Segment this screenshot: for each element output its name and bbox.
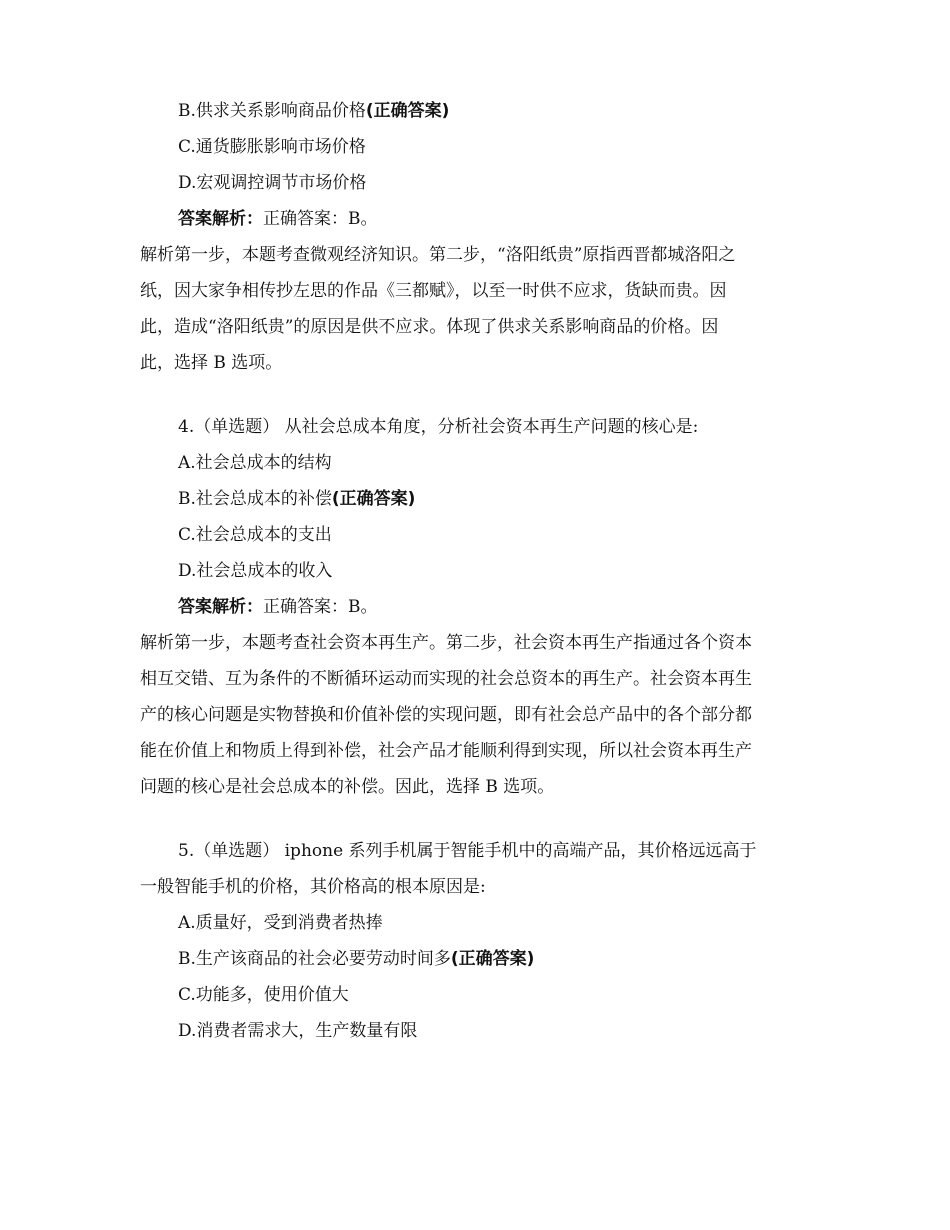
q5-header-line-1: 5.（单选题） iphone 系列手机属于智能手机中的高端产品，其价格远远高于 bbox=[178, 841, 757, 861]
correct-answer-mark: (正确答案) bbox=[450, 949, 535, 969]
correct-answer-mark: (正确答案) bbox=[331, 489, 416, 509]
q5-option-b bbox=[140, 941, 812, 977]
q4-option-d bbox=[140, 553, 812, 589]
question-4 bbox=[140, 409, 812, 805]
analysis-answer: 正确答案：B。 bbox=[263, 597, 378, 617]
q4-option-b-text: B.社会总成本的补偿 bbox=[178, 489, 332, 509]
q5-header-line-2: 一般智能手机的价格，其价格高的根本原因是: bbox=[140, 877, 486, 897]
q4-header: 4.（单选题） 从社会总成本角度，分析社会资本再生产问题的核心是: bbox=[178, 417, 699, 437]
correct-answer-mark: (正确答案) bbox=[365, 101, 450, 121]
q3-option-b bbox=[140, 93, 812, 129]
explanation-line: 解析第一步，本题考查社会资本再生产。第二步，社会资本再生产指通过各个资本 bbox=[140, 633, 752, 653]
q4-option-a-text: A.社会总成本的结构 bbox=[178, 453, 332, 473]
q4-option-c-text: C.社会总成本的支出 bbox=[178, 525, 332, 545]
question-5 bbox=[140, 833, 812, 1049]
q3-explanation bbox=[140, 237, 812, 381]
explanation-line: 产的核心问题是实物替换和价值补偿的实现问题，即有社会总产品中的各个部分都 bbox=[140, 705, 752, 725]
spacer bbox=[140, 805, 812, 833]
q5-option-d-text: D.消费者需求大，生产数量有限 bbox=[178, 1021, 418, 1041]
analysis-answer: 正确答案：B。 bbox=[263, 209, 378, 229]
analysis-title: 答案解析： bbox=[178, 209, 263, 229]
q3-option-c-text: C.通货膨胀影响市场价格 bbox=[178, 137, 366, 157]
explanation-line: 相互交错、互为条件的不断循环运动而实现的社会总资本的再生产。社会资本再生 bbox=[140, 669, 752, 689]
q3-option-d-text: D.宏观调控调节市场价格 bbox=[178, 173, 367, 193]
q4-option-a bbox=[140, 445, 812, 481]
explanation-line: 纸，因大家争相传抄左思的作品《三都赋》，以至一时供不应求，货缺而贵。因 bbox=[140, 281, 727, 301]
question-3 bbox=[140, 93, 812, 381]
explanation-line: 解析第一步，本题考查微观经济知识。第二步，“洛阳纸贵”原指西晋都城洛阳之 bbox=[140, 245, 736, 265]
q5-option-b-text: B.生产该商品的社会必要劳动时间多 bbox=[178, 949, 451, 969]
q5-option-c bbox=[140, 977, 812, 1013]
analysis-title: 答案解析： bbox=[178, 597, 263, 617]
q5-option-a-text: A.质量好，受到消费者热捧 bbox=[178, 913, 383, 933]
explanation-line: 此，造成“洛阳纸贵”的原因是供不应求。体现了供求关系影响商品的价格。因 bbox=[140, 317, 719, 337]
q5-option-a bbox=[140, 905, 812, 941]
q3-option-d bbox=[140, 165, 812, 201]
q5-option-c-text: C.功能多，使用价值大 bbox=[178, 985, 349, 1005]
q5-option-d bbox=[140, 1013, 812, 1049]
q4-option-c bbox=[140, 517, 812, 553]
q4-option-d-text: D.社会总成本的收入 bbox=[178, 561, 333, 581]
q4-explanation bbox=[140, 625, 812, 805]
explanation-line: 能在价值上和物质上得到补偿，社会产品才能顺利得到实现，所以社会资本再生产 bbox=[140, 741, 752, 761]
explanation-line: 此，选择 B 选项。 bbox=[140, 353, 283, 373]
q3-analysis-heading bbox=[140, 201, 812, 237]
q4-option-b bbox=[140, 481, 812, 517]
spacer bbox=[140, 381, 812, 409]
q3-option-b-text: B.供求关系影响商品价格 bbox=[178, 101, 366, 121]
q3-option-c bbox=[140, 129, 812, 165]
document-page bbox=[140, 93, 812, 1049]
q4-analysis-heading bbox=[140, 589, 812, 625]
explanation-line: 问题的核心是社会总成本的补偿。因此，选择 B 选项。 bbox=[140, 777, 555, 797]
